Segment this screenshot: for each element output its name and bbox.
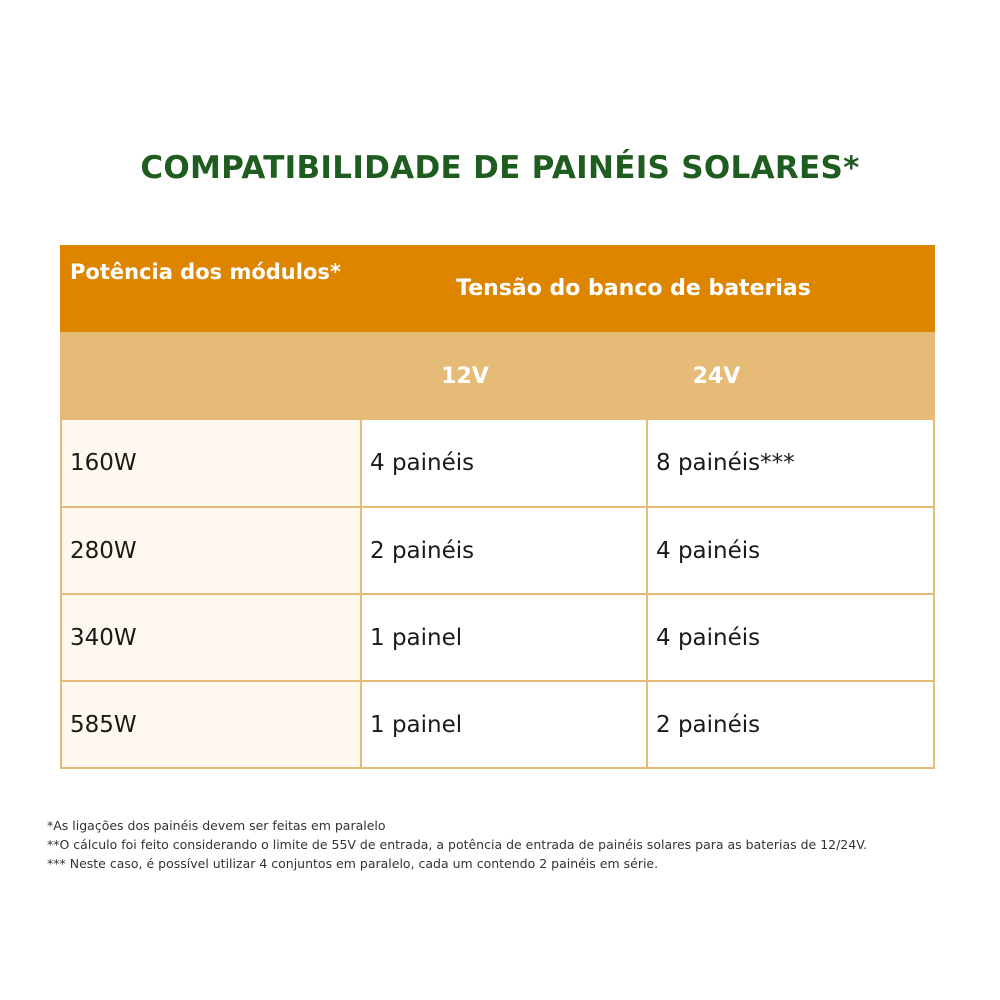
cell-24v: 4 painéis bbox=[648, 595, 933, 680]
footnote: **O cálculo foi feito considerando o limite de 55V de entrada, a potência de entrada de painéis solares para as baterias de 12/24V. bbox=[47, 837, 868, 852]
cell-12v: 1 painel bbox=[362, 595, 648, 680]
cell-power: 340W bbox=[62, 595, 362, 680]
page-title: COMPATIBILIDADE DE PAINÉIS SOLARES* bbox=[140, 150, 860, 186]
header-empty-cell bbox=[60, 332, 362, 420]
compatibility-table bbox=[60, 245, 935, 769]
table-row bbox=[62, 506, 933, 593]
table-row bbox=[62, 420, 933, 506]
cell-12v: 2 painéis bbox=[362, 508, 648, 593]
table-header-secondary bbox=[60, 332, 935, 420]
footnote: *** Neste caso, é possível utilizar 4 conjuntos em paralelo, cada um contendo 2 painéis em série. bbox=[47, 856, 659, 871]
table-header-primary bbox=[60, 245, 935, 332]
header-voltage-12: 12V bbox=[441, 363, 489, 389]
cell-24v: 2 painéis bbox=[648, 682, 933, 767]
table-row bbox=[62, 593, 933, 680]
footnote: *As ligações dos painéis devem ser feitas em paralelo bbox=[47, 818, 386, 833]
table-body bbox=[60, 420, 935, 769]
cell-12v: 4 painéis bbox=[362, 420, 648, 506]
cell-power: 280W bbox=[62, 508, 362, 593]
header-voltage-label: Tensão do banco de baterias bbox=[456, 276, 811, 301]
cell-24v: 4 painéis bbox=[648, 508, 933, 593]
cell-12v: 1 painel bbox=[362, 682, 648, 767]
cell-24v: 8 painéis*** bbox=[648, 420, 933, 506]
header-voltage-24: 24V bbox=[692, 363, 741, 389]
table-row bbox=[62, 680, 933, 767]
cell-power: 160W bbox=[62, 420, 362, 506]
cell-power: 585W bbox=[62, 682, 362, 767]
header-power-label: Potência dos módulos* bbox=[70, 260, 341, 284]
footnotes bbox=[47, 816, 867, 873]
